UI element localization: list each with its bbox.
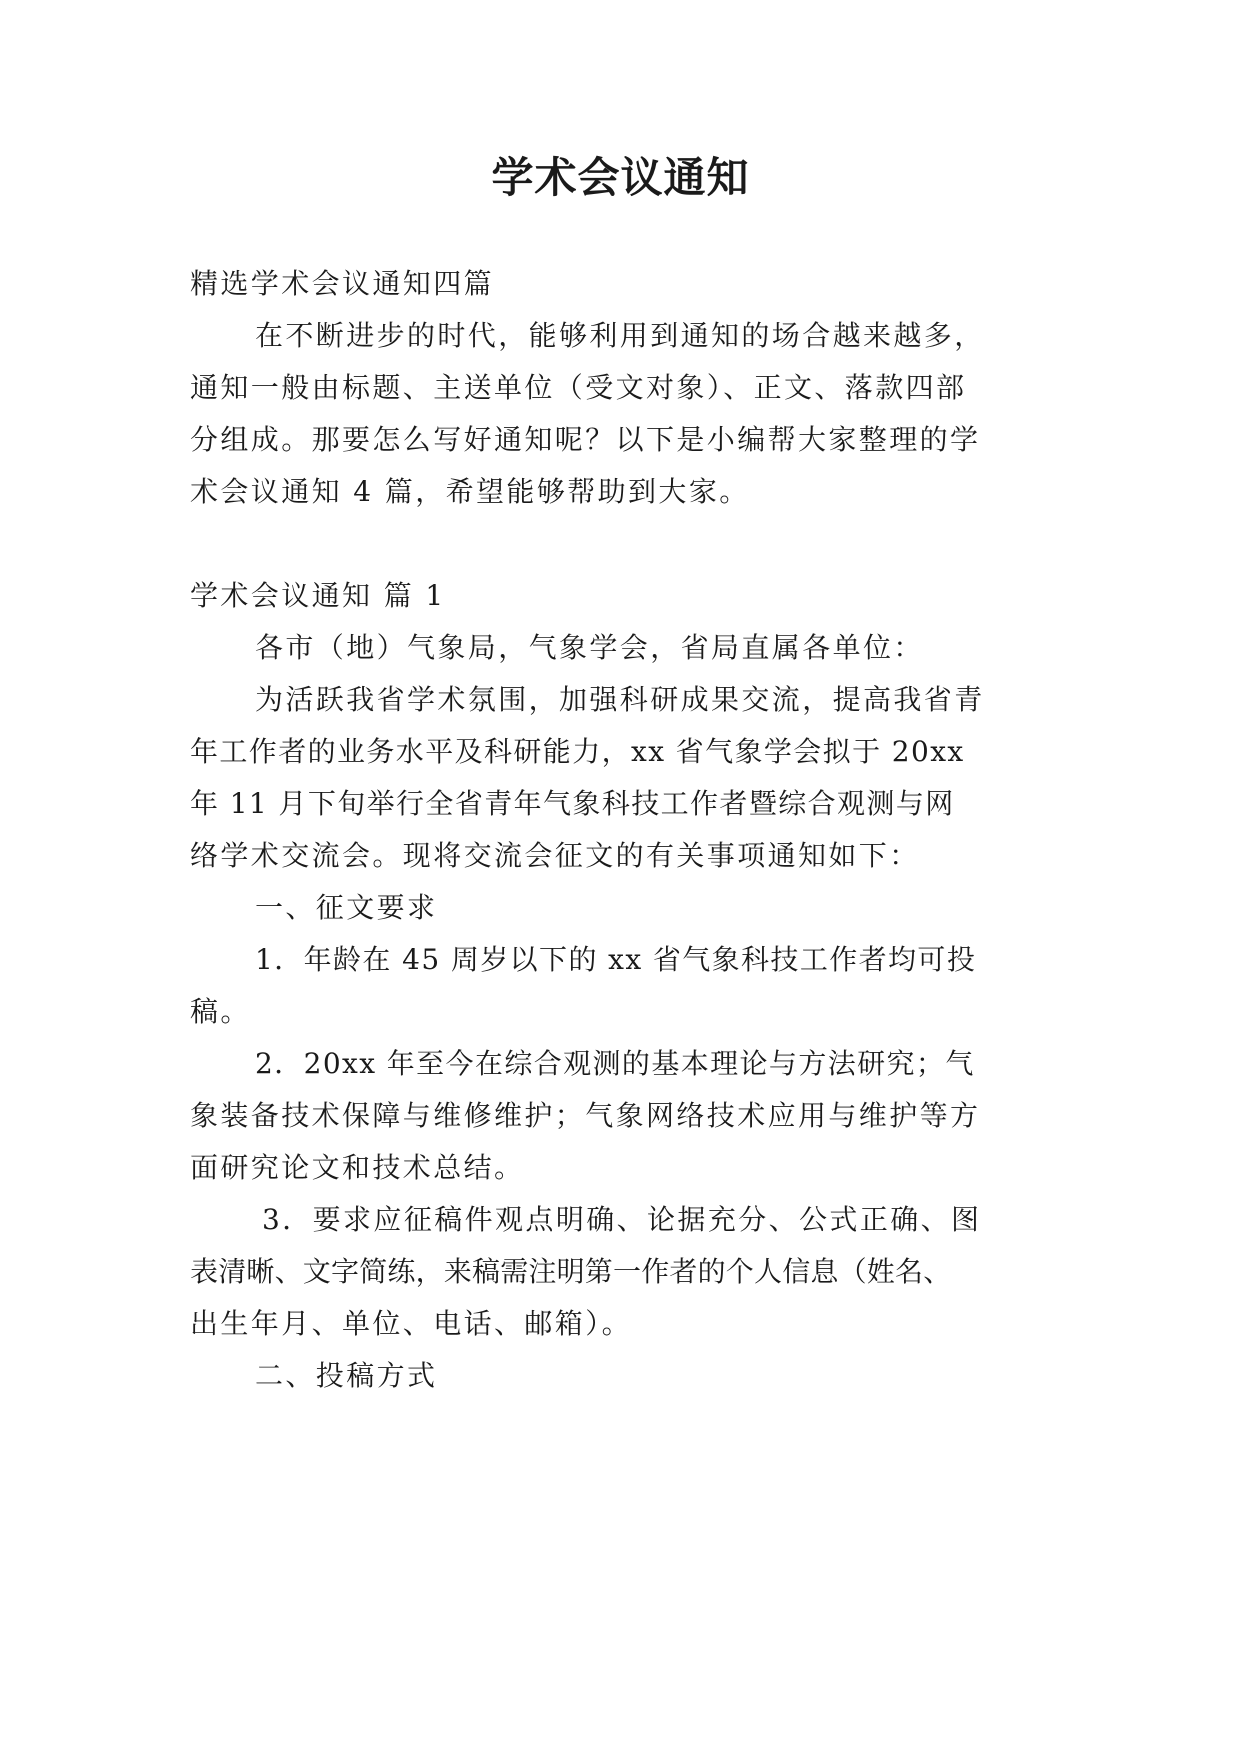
heading-requirements: 一、征文要求 <box>255 891 438 924</box>
heading-submission: 二、投稿方式 <box>255 1359 438 1392</box>
item1-line-1: 1．年龄在 45 周岁以下的 xx 省气象科技工作者均可投 <box>255 943 977 976</box>
item2-line-3: 面研究论文和技术总结。 <box>190 1151 525 1184</box>
body-para1-line-4: 络学术交流会。现将交流会征文的有关事项通知如下： <box>190 839 920 872</box>
item2-line-1: 2．20xx 年至今在综合观测的基本理论与方法研究；气 <box>255 1047 975 1080</box>
document-title: 学术会议通知 <box>491 153 750 202</box>
intro-line-1: 在不断进步的时代，能够利用到通知的场合越来越多， <box>255 319 985 352</box>
intro-line-2: 通知一般由标题、主送单位（受文对象）、正文、落款四部 <box>190 371 967 404</box>
item3-line-1: 3．要求应征稿件观点明确、论据充分、公式正确、图 <box>262 1203 982 1236</box>
document-subtitle: 精选学术会议通知四篇 <box>190 267 495 300</box>
item3-line-2: 表清晰、文字简练，来稿需注明第一作者的个人信息（姓名、 <box>190 1255 952 1288</box>
item2-line-2: 象装备技术保障与维修维护；气象网络技术应用与维护等方 <box>190 1099 981 1132</box>
body-para1-line-3: 年 11 月下旬举行全省青年气象科技工作者暨综合观测与网 <box>190 787 955 820</box>
section-heading: 学术会议通知 篇 1 <box>190 579 446 612</box>
salutation: 各市（地）气象局，气象学会，省局直属各单位： <box>255 631 924 664</box>
item3-line-3: 出生年月、单位、电话、邮箱）。 <box>190 1307 633 1340</box>
item1-line-2: 稿。 <box>190 995 251 1028</box>
body-para1-line-1: 为活跃我省学术氛围，加强科研成果交流，提高我省青 <box>255 683 985 716</box>
intro-line-4: 术会议通知 4 篇，希望能够帮助到大家。 <box>190 475 750 508</box>
intro-line-3: 分组成。那要怎么写好通知呢？以下是小编帮大家整理的学 <box>190 423 981 456</box>
body-para1-line-2: 年工作者的业务水平及科研能力，xx 省气象学会拟于 20xx <box>190 735 965 768</box>
